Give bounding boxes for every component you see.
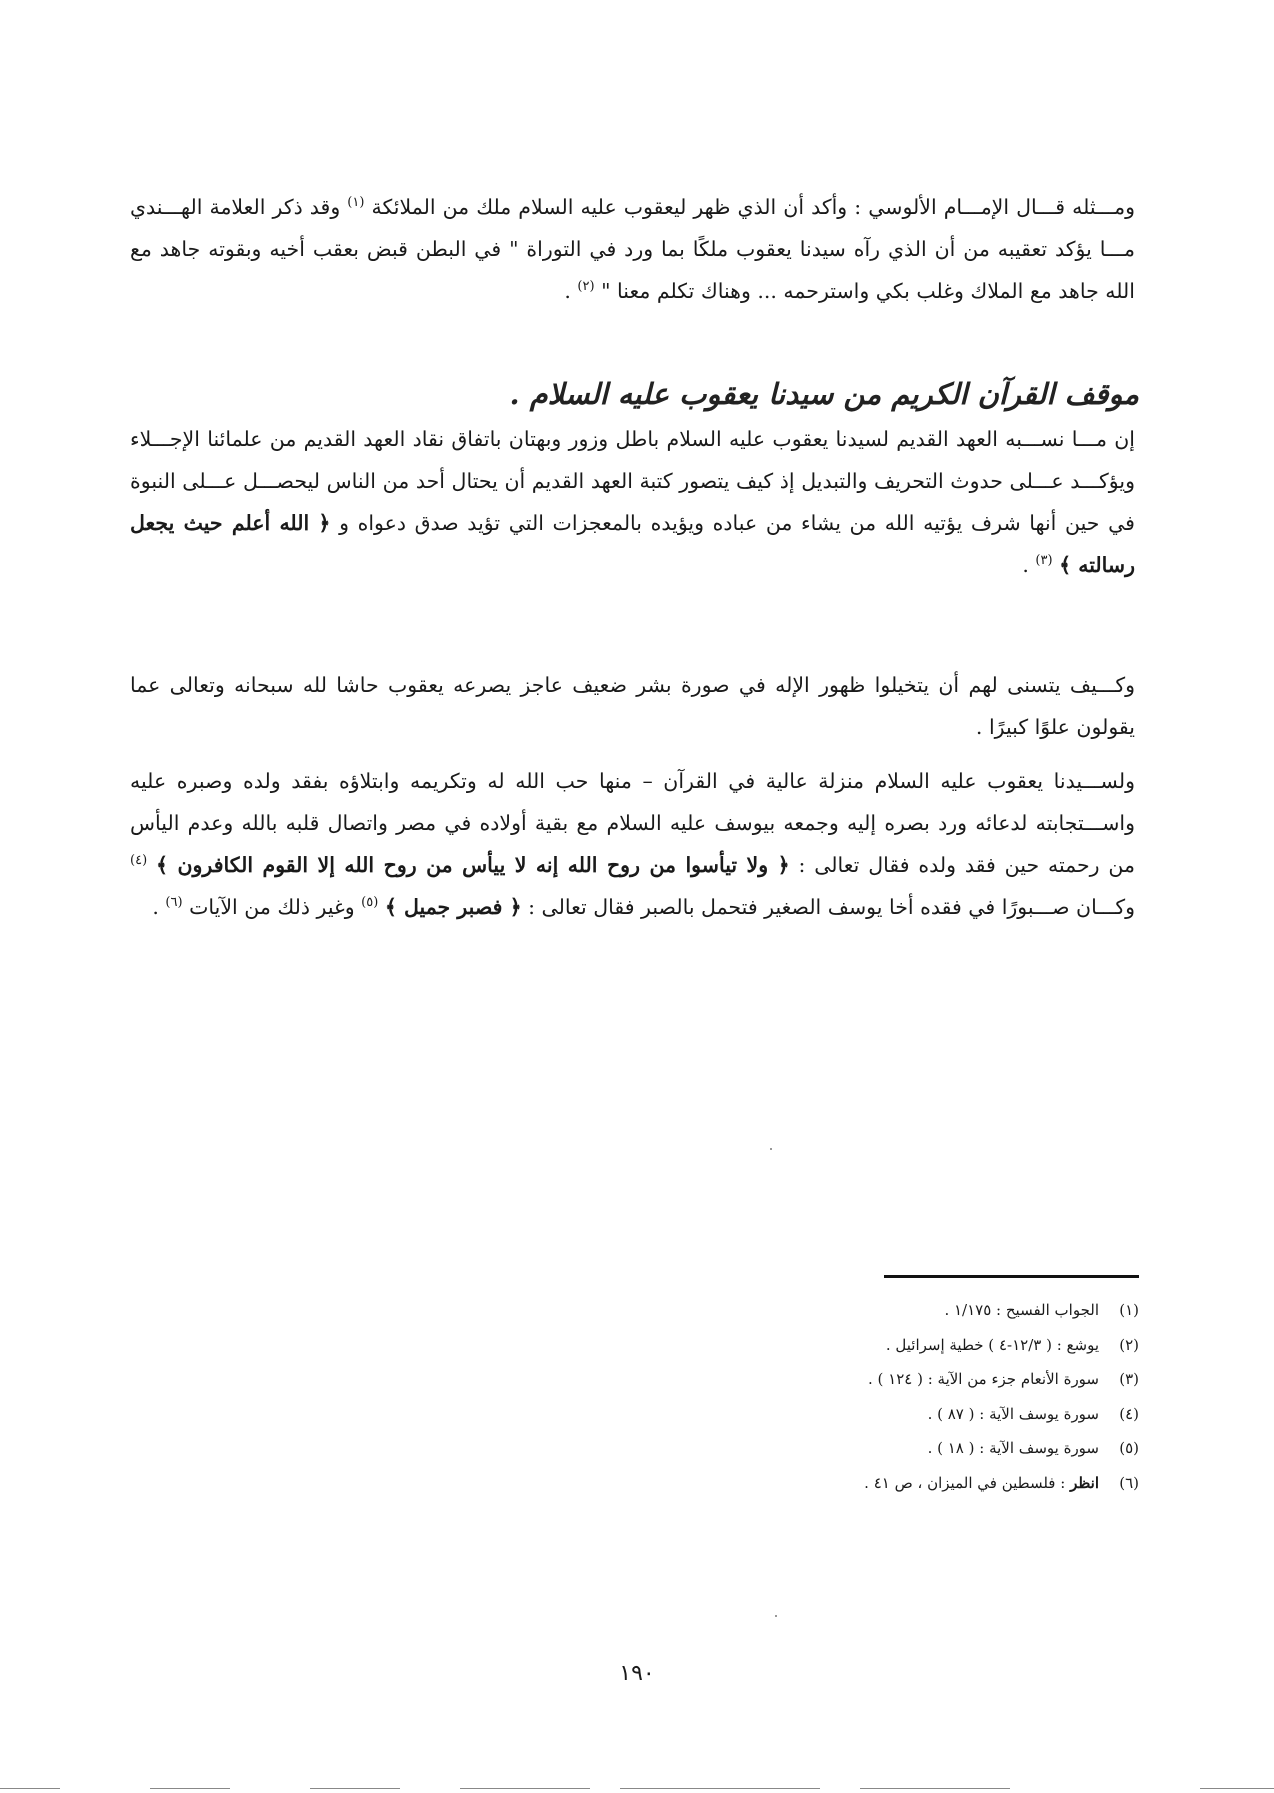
paragraph-imagination <box>130 664 1135 748</box>
footnote-keyword: انظر <box>1070 1473 1099 1492</box>
footnote-text: الجواب الفسيح : ١/١٧٥ . <box>944 1301 1099 1319</box>
footnotes <box>539 1293 1139 1500</box>
page-number: ١٩٠ <box>619 1661 655 1686</box>
footnote-separator <box>884 1275 1139 1278</box>
footnote-item <box>539 1362 1139 1397</box>
footnote-item <box>539 1397 1139 1432</box>
footnote-item <box>539 1328 1139 1363</box>
footnote-number: (٣) <box>1119 1370 1139 1388</box>
footnote-text: : فلسطين في الميزان ، ص ٤١ . <box>864 1473 1071 1492</box>
paragraph-text: إن مـــا نســـبه العهد القديم لسيدنا يعقوب عليه السلام باطل وزور وبهتان باتفاق نقاد العهد القديم من علمائنا الإجـــلاء ويؤكـــد عـــلى حدوث التحريف والتبديل إذ كيف يتصور كتبة العهد القديم أن يحتال أحد من الناس ليحصـــل عـــلى النبوة في حين أنها شرف يؤتيه الله من يشاء من عباده ويؤيده بالمعجزات التي تؤيد صدق دعواه و <box>130 427 1135 535</box>
footnote-ref: (٤) <box>130 853 148 869</box>
quran-verse: ﴿ ولا تيأسوا من روح الله إنه لا ييأس من روح الله إلا القوم الكافرون ﴾ <box>155 853 790 877</box>
footnote-number: (٤) <box>1119 1404 1139 1423</box>
paragraph-alusi <box>130 186 1135 312</box>
footnote-ref: (٢) <box>577 279 595 295</box>
footnote-ref: (٥) <box>361 895 379 911</box>
scan-speck <box>775 1615 777 1617</box>
quran-verse: ﴿ فصبر جميل ﴾ <box>384 895 522 919</box>
footnote-item <box>539 1466 1139 1501</box>
paragraph-end: . <box>564 279 571 303</box>
paragraph-end: . <box>1022 553 1029 577</box>
scan-edge-mark <box>310 1788 400 1789</box>
footnote-ref: (١) <box>347 195 365 211</box>
paragraph-text: ولســـيدنا يعقوب عليه السلام منزلة عالية في القرآن – منها حب الله له وتكريمه وابتلاؤه بفقد ولده وصبره عليه واســـتجابته لدعائه ورد بصره إليه وجمعه بيوسف عليه السلام مع بقية أولاده في مصر واتصال قلبه بالله وعدم اليأس من رحمته حين فقد ولده فقال تعالى : <box>130 769 1135 877</box>
paragraph-text: وكـــان صـــبورًا في فقده أخا يوسف الصغير فتحمل بالصبر فقال تعالى : <box>521 895 1135 919</box>
paragraph-text: وغير ذلك من الآيات <box>189 895 355 919</box>
scan-edge-mark <box>0 1788 60 1789</box>
footnote-text: يوشع : ( ١٢/٣-٤ ) خطية إسرائيل . <box>885 1335 1099 1354</box>
paragraph-text: ومـــثله قـــال الإمـــام الألوسي : وأكد أن الذي ظهر ليعقوب عليه السلام ملك من الملائكة <box>371 195 1135 219</box>
quran-verse: ﴿ الله أعلم حيث يجعل رسالته ﴾ <box>130 511 1135 577</box>
paragraph-end: . <box>152 895 159 919</box>
paragraph-status <box>130 760 1135 928</box>
footnote-number: (٢) <box>1119 1335 1139 1354</box>
paragraph-text: وقد ذكر العلامة الهـــندي مـــا يؤكد تعقيبه من أن الذي رآه سيدنا يعقوب ملكًا بما ورد في التوراة " في البطن قبض بعقب أخيه وبقوته جاهد مع الله جاهد مع الملاك وغلب بكي واسترحمه ... وهناك تكلم معنا " <box>130 195 1135 303</box>
paragraph-text: وكـــيف يتسنى لهم أن يتخيلوا ظهور الإله في صورة بشر ضعيف عاجز يصرعه يعقوب حاشا لله سبحانه وتعالى عما يقولون علوًا كبيرًا . <box>130 673 1135 739</box>
footnote-number: (٦) <box>1119 1473 1139 1492</box>
scan-edge-mark <box>620 1788 820 1789</box>
footnote-number: (٥) <box>1119 1439 1139 1457</box>
scan-edge-mark <box>1200 1788 1274 1789</box>
footnote-text: سورة يوسف الآية : ( ١٨ ) . <box>927 1439 1099 1457</box>
scan-edge-mark <box>460 1788 590 1789</box>
footnote-item <box>539 1431 1139 1466</box>
scan-edge-mark <box>150 1788 230 1789</box>
scan-edge-mark <box>860 1788 1010 1789</box>
scan-speck <box>770 1148 772 1150</box>
footnote-text: سورة يوسف الآية : ( ٨٧ ) . <box>927 1404 1099 1423</box>
footnote-number: (١) <box>1119 1301 1139 1319</box>
footnote-ref: (٦) <box>165 895 183 911</box>
paragraph-old-testament <box>130 418 1135 586</box>
section-heading: موقف القرآن الكريم من سيدنا يعقوب عليه السلام . <box>509 377 1139 411</box>
footnote-text: سورة الأنعام جزء من الآية : ( ١٢٤ ) . <box>867 1370 1099 1388</box>
footnote-ref: (٣) <box>1035 553 1053 569</box>
footnote-item <box>539 1293 1139 1328</box>
